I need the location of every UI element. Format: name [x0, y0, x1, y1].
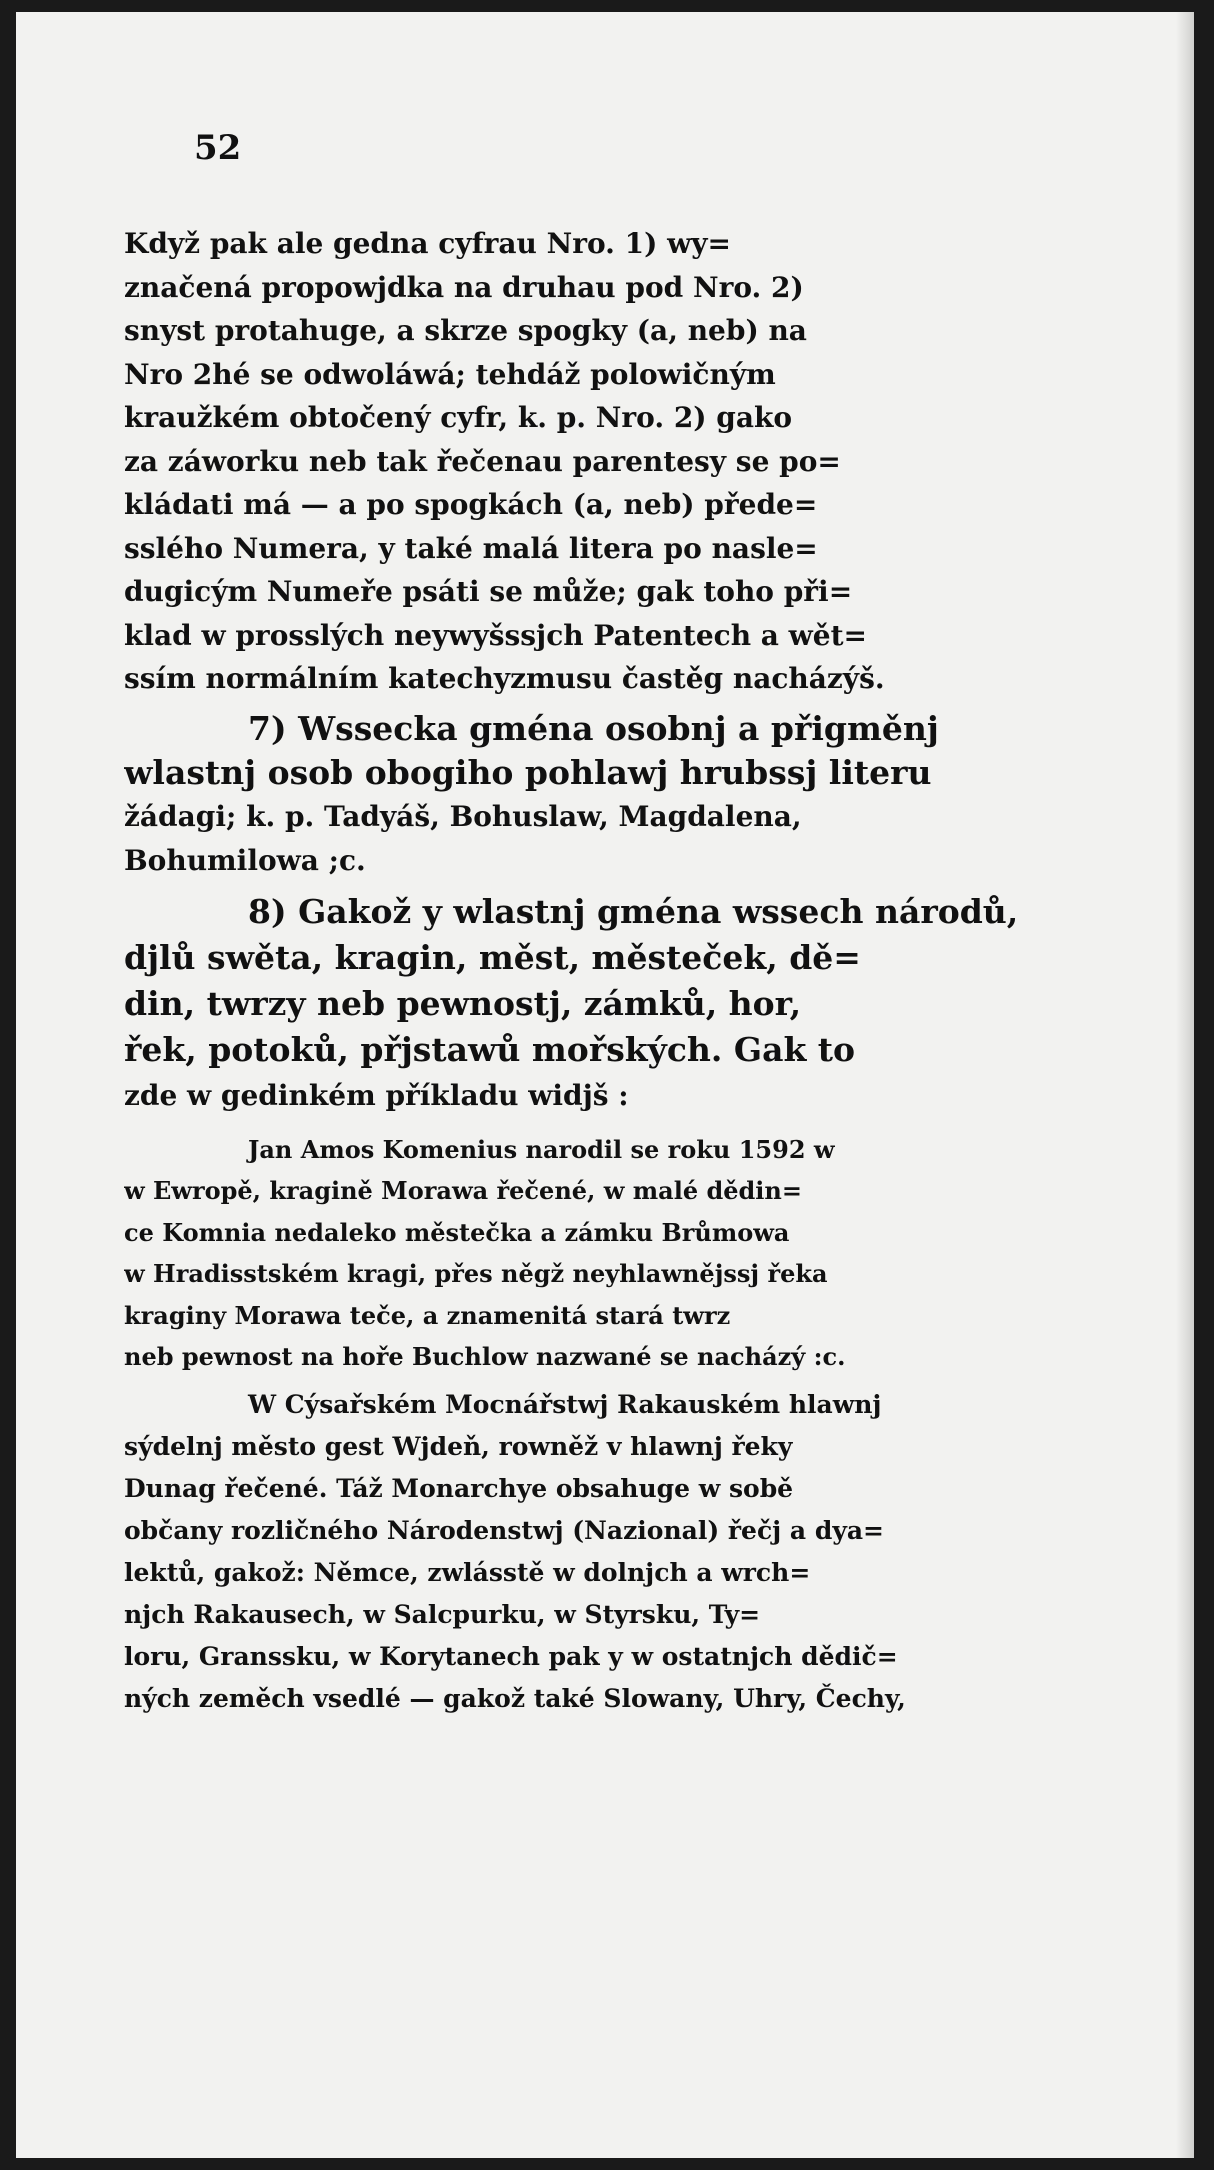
paragraph-numbering-rules	[124, 222, 1136, 701]
text-line: dugicým Numeře psáti se může; gak toho při=	[124, 575, 853, 608]
text-line: w Ewropě, kragině Morawa řečené, w malé dědin=	[124, 1176, 802, 1205]
example-paragraph	[124, 1129, 1136, 1378]
page-edge-shadow	[1176, 12, 1194, 2158]
text-line: wlastnj osob obogiho pohlawj hrubssj literu	[124, 752, 932, 792]
text-line: neb pewnost na hoře Buchlow nazwané se nacházý :c.	[124, 1342, 846, 1371]
text-line: Jan Amos Komenius narodil se roku 1592 w	[248, 1134, 835, 1164]
text-line: řek, potoků, přjstawů mořských. Gak to	[124, 1029, 856, 1069]
text-line: žádagi; k. p. Tadyáš, Bohuslaw, Magdalena,	[124, 799, 802, 833]
text-line: W Cýsařském Mocnářstwj Rakauském hlawnj	[248, 1389, 882, 1419]
text-line: občany rozličného Národenstwj (Nazional) řečj a dya=	[124, 1515, 884, 1545]
paragraph-rule-8	[124, 889, 1136, 1119]
text-line: njch Rakausech, w Salcpurku, w Styrsku, Ty=	[124, 1599, 761, 1629]
text-line: Nro 2hé se odwoláwá; tehdáž polowičným	[124, 357, 776, 391]
text-line: 7) Wssecka gména osobnj a přigměnj	[248, 708, 939, 748]
text-line: 8) Gakož y wlastnj gména wssech národů,	[248, 891, 1019, 931]
text-line: snyst protahuge, a skrze spogky (a, neb) na	[124, 314, 807, 347]
text-line: Když pak ale gedna cyfrau Nro. 1) wy=	[124, 227, 731, 260]
text-line: ných zeměch vsedlé — gakož také Slowany, Uhry, Čechy,	[124, 1683, 906, 1713]
text-line: Bohumilowa ;c.	[124, 843, 366, 877]
text-line: sýdelnj město gest Wjdeň, rowněž v hlawnj řeky	[124, 1431, 793, 1461]
text-line: kraužkém obtočený cyfr, k. p. Nro. 2) gako	[124, 401, 793, 434]
text-line: kraginy Morawa teče, a znamenitá stará twrz	[124, 1300, 731, 1330]
text-line: klad w prosslých neywyšssjch Patentech a wět=	[124, 618, 867, 652]
text-line: značená propowjdka na druhau pod Nro. 2)	[124, 270, 804, 304]
page-text	[124, 222, 1136, 1720]
text-line: Dunag řečené. Táž Monarchye obsahuge w sobě	[124, 1473, 794, 1503]
text-line: djlů swěta, kragin, měst, městeček, dě=	[124, 937, 861, 977]
paragraph-monarchy	[124, 1384, 1136, 1720]
paragraph-rule-7	[124, 707, 1136, 883]
page-number: 52	[194, 128, 242, 168]
text-line: din, twrzy neb pewnostj, zámků, hor,	[124, 983, 802, 1023]
text-line: zde w gedinkém příkladu widjš :	[124, 1078, 629, 1112]
text-line: w Hradisstském kragi, přes něgž neyhlawnějssj řeka	[124, 1259, 828, 1288]
book-page	[16, 12, 1194, 2158]
text-line: loru, Granssku, w Korytanech pak y w ostatnjch dědič=	[124, 1641, 898, 1671]
text-line: za záworku neb tak řečenau parentesy se po=	[124, 444, 841, 478]
text-line: lektů, gakož: Němce, zwlásstě w dolnjch a wrch=	[124, 1557, 811, 1587]
text-line: kládati má — a po spogkách (a, neb) přede=	[124, 488, 818, 521]
text-line: sslého Numera, y také malá litera po nasle=	[124, 531, 818, 565]
text-line: ssím normálním katechyzmusu častěg nacházýš.	[124, 662, 885, 695]
text-line: ce Komnia nedaleko městečka a zámku Brůmowa	[124, 1217, 790, 1247]
